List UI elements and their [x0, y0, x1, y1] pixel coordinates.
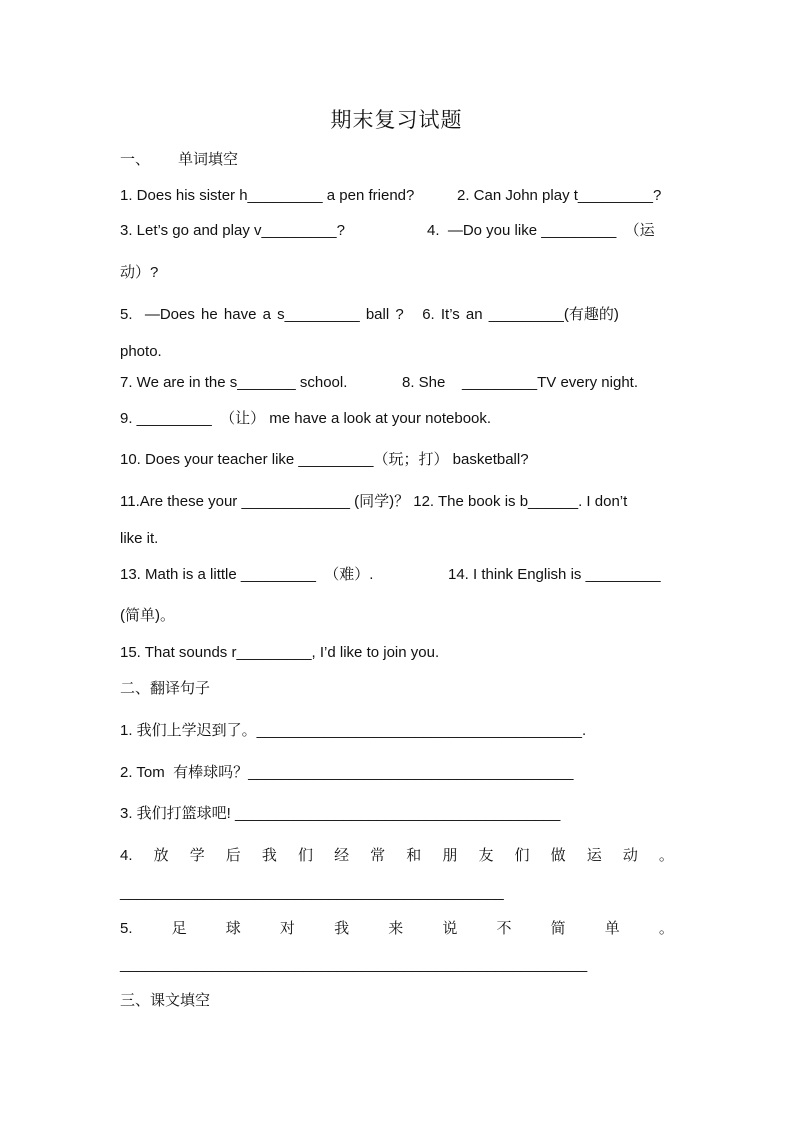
question-1: 1. Does his sister h_________ a pen friend?: [120, 187, 415, 204]
t5-char: 。: [658, 920, 674, 937]
t5-char: 5.: [120, 920, 133, 937]
page-title: 期末复习试题: [330, 109, 463, 132]
translation-5: [120, 919, 674, 939]
question-4: 4. —Do you like _________ （运: [427, 222, 655, 239]
question-4-continued: 动）?: [120, 264, 159, 281]
question-14-continued: (简单)。: [120, 607, 175, 624]
t4-char: 运: [586, 847, 602, 864]
t4-char: 我: [261, 847, 277, 864]
question-15: 15. That sounds r_________, I’d like to join you.: [120, 644, 440, 661]
t5-char: 简: [550, 920, 566, 937]
t4-char: 做: [550, 847, 566, 864]
question-13: 13. Math is a little _________ （难）.: [120, 566, 374, 583]
translation-4-answer-line: ______________________________________________: [120, 884, 504, 901]
translation-1: 1. 我们上学迟到了。_______________________________________.: [120, 722, 587, 739]
t4-char: 们: [297, 847, 313, 864]
t5-char: 说: [442, 920, 458, 937]
translation-4: [120, 846, 674, 866]
section3-heading: 三、课文填空: [120, 992, 211, 1009]
t4-char: 友: [478, 847, 494, 864]
section1-heading: [120, 150, 238, 170]
t4-char: 学: [189, 847, 205, 864]
section1-heading-number: 一、: [120, 151, 151, 168]
question-2: 2. Can John play t_________?: [457, 187, 662, 204]
question-3: 3. Let’s go and play v_________?: [120, 222, 345, 239]
t4-char: 。: [658, 847, 674, 864]
t4-char: 4.: [120, 847, 133, 864]
question-8: 8. She _________TV every night.: [402, 374, 638, 391]
t5-char: 足: [171, 920, 187, 937]
t4-char: 放: [153, 847, 169, 864]
question-6-continued: photo.: [120, 343, 162, 360]
section2-heading: 二、翻译句子: [120, 680, 211, 697]
t4-char: 常: [370, 847, 386, 864]
question-9: 9. _________ （让） me have a look at your notebook.: [120, 410, 492, 427]
t5-char: 对: [279, 920, 295, 937]
t5-char: 不: [496, 920, 512, 937]
t5-char: 单: [604, 920, 620, 937]
t5-char: 来: [388, 920, 404, 937]
t4-char: 朋: [442, 847, 458, 864]
translation-2: 2. Tom 有棒球吗？_______________________________________: [120, 764, 574, 781]
t4-char: 和: [406, 847, 422, 864]
question-7: 7. We are in the s_______ school.: [120, 374, 348, 391]
t4-char: 们: [514, 847, 530, 864]
question-10: 10. Does your teacher like _________（玩；打） basketball?: [120, 451, 529, 468]
translation-3: 3. 我们打篮球吧! _______________________________________: [120, 805, 561, 822]
translation-5-answer-line: ________________________________________________________: [120, 956, 588, 973]
t4-char: 动: [622, 847, 638, 864]
t4-char: 后: [225, 847, 241, 864]
t4-char: 经: [334, 847, 350, 864]
section1-heading-text: 单词填空: [178, 151, 239, 168]
t5-char: 球: [225, 920, 241, 937]
question-11-12: 11.Are these your _____________ (同学)？ 12. The book is b______. I don’t: [120, 493, 628, 510]
question-12-continued: like it.: [120, 530, 159, 547]
question-5-6: 5. —Does he have a s_________ ball ? 6. It’s an _________(有趣的): [120, 306, 619, 323]
question-14: 14. I think English is _________: [448, 566, 661, 583]
t5-char: 我: [334, 920, 350, 937]
